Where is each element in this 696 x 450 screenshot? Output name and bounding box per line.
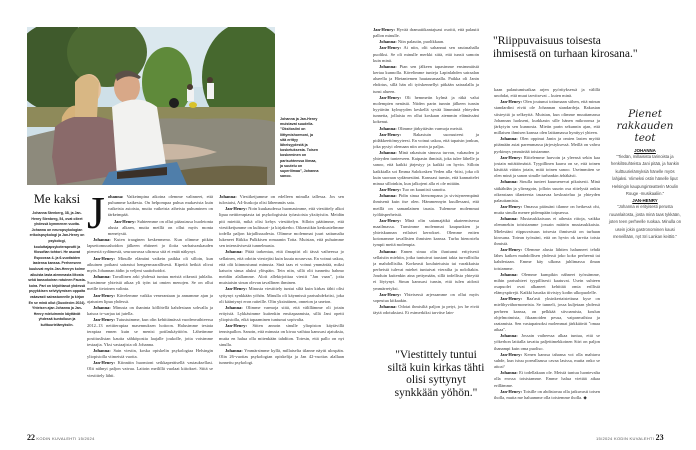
paragraph-text: Viestiketjumme on edelleen minulla tallessa. Jos sen tulostaisi, A4-liuskoja olisi lähemmäs sata. <box>219 194 344 206</box>
speaker-name: Jan-Henry: <box>500 154 522 160</box>
speaker-name: Johanna: <box>379 125 397 131</box>
interview-paragraph <box>494 389 600 401</box>
speaker-name: Johanna: <box>379 150 397 156</box>
interview-paragraph <box>87 274 213 292</box>
interview-paragraph <box>494 296 600 333</box>
interview-paragraph <box>87 237 213 255</box>
box-title-line: Pienet <box>628 108 662 120</box>
paragraph-text: Suhteemme on ollut pääasiassa huoletonta alusta alkaen, mutta meillä on ollut myös monta menetystä. <box>107 218 213 236</box>
interview-paragraph <box>494 272 600 297</box>
speaker-name: Johanna: <box>500 136 518 142</box>
magazine-issue-right: 15/2024 KODIN KUVALEHTI <box>596 436 655 441</box>
interview-paragraph <box>219 323 344 348</box>
speaker-name: ohanna: <box>107 194 124 199</box>
pull-quote-line: siltä kuin kirkas tähti <box>387 361 485 374</box>
speaker-name: Johanna: <box>379 304 397 310</box>
paragraph-text: Oli hemmetin kylmä ja räkä valui molempien nenästä. Niiden parin tunnin jälkeen tunsin hyytävän kylmyyden keskellä syvää lämmintä yhteyden tunnetta, jollaista en ollut koskaan aiemmin elämässäni kokenut. <box>373 94 479 125</box>
speaker-name: Johanna: <box>500 271 518 277</box>
interview-paragraph <box>494 87 600 99</box>
paragraph-text: Tavallinen arki yhdessä tuntuu meistä oikeasti juhlalta. Suosimme yhteistä aikaa yli työn tai omien menojen. Se on ollut meille tietoinen valinta. <box>87 274 213 292</box>
paragraph-text: Rakastuin suoruuteesi ja pidäkkeettömyyteesi. En voinut uskoa, että tapaisin jonkun, joka pystyi olemaan niin avoin ja paljas. <box>373 131 479 149</box>
box-quote-jan-henry: "Johanna ei erityisesti perusta ruuanlaitosta, josta minä taas tykkään, joten teen perheelle ruokaa. Minulla on usein jokin gastronominen kausi meneillään, nyt Sri Lankan keittiö." <box>608 204 682 240</box>
footer-left <box>27 433 95 442</box>
speaker-name: Jan-Henry: <box>379 187 401 193</box>
page-number-right: 23 <box>655 433 664 442</box>
speaker-name: Jan-Henry: <box>93 255 115 261</box>
paragraph-text: Ymmärsimme kyllä, millaiselta tilanne näytti ulospäin. Olin 26-vuotias psykologian opiskelija ja Jan 42-vuotias alallaan tunnettu psykologi. <box>219 347 344 366</box>
paragraph-text: Olen joutunut tottumaan siihen, että minun standardini eivät ole Johannan standardeja. Rakastan siisteyttä ja selkeyttä. Muistan, kun olimme muuttamassa Johannan luokseni, kurkkasin sille hänen mikroonsa ja järkytyin sen kunnosta. Mietin parin sekunnin ajan, että millaisen ihmisen kanssa olen laittamassa hynttyyt yhteen. <box>494 99 600 136</box>
speaker-name: Johanna: <box>225 347 243 353</box>
pull-quote-line: "Riippuvaisuus toisesta <box>493 35 601 47</box>
interview-paragraph <box>87 194 213 219</box>
pull-quote-top <box>493 35 693 60</box>
interview-paragraph <box>494 247 600 272</box>
paragraph-text: Pidin sinua hienompana ja sivistyneempänä ihmisenä kuin itse olen. Hämmennyin kuullessani, että meillä on samanlainen tausta. Tulemme molemmat työläisperheistä. <box>373 193 479 217</box>
interview-paragraph <box>494 333 600 351</box>
paragraph-text: Ei todellakaan ole. Meistä tuntuu luontevalta olla erossa toisistamme. Emme halua viettää aikaa erillämme. <box>494 370 600 388</box>
paragraph-text: Niin palautin, puolikkaan. <box>396 39 445 45</box>
paragraph-text: Olen oppinut Janin ja omien lasten myötä pitämään asiat paremmassa järjestyksessä. Meillä on vahva pyrkimys ymmärtää toisiamme. <box>494 136 600 154</box>
interview-paragraph <box>87 293 213 305</box>
footer-right <box>596 433 664 442</box>
interview-paragraph <box>87 219 213 237</box>
interview-paragraph <box>219 305 344 323</box>
interview-paragraph <box>494 216 600 247</box>
speaker-name: Jan-Henry: <box>113 218 136 224</box>
interview-paragraph <box>373 249 479 292</box>
pull-quote-line: "Viestittely tuntui <box>395 349 477 361</box>
interview-paragraph <box>494 136 600 154</box>
paragraph-text: Sinulla tunteet kuumenevat pikaisesti. Minä säikähdän ja ylireagoin, jolloin suurin osa riitelystä onkin oikeastaan tilanteesta tasaavaa keskustelua ja yhteyden palauttamista. <box>494 179 600 203</box>
paragraph-text: Tuo on kauniisti sanottu. <box>400 187 446 193</box>
speaker-name: Johanna: <box>93 274 111 280</box>
interview-paragraph <box>373 292 479 304</box>
interview-paragraph <box>494 370 600 388</box>
pull-quote-bottom <box>374 349 498 399</box>
speaker-name: Jan-Henry: <box>225 323 247 329</box>
speaker-name: Johanna: <box>500 179 518 185</box>
paragraph-text: Yhteisessä arjessamme on ollut myös sopeutua kitkaakin. <box>373 291 479 303</box>
magazine-issue-left: KODIN KUVALEHTI 15/2024 <box>36 436 95 441</box>
pull-quote-line: synkkään yöhön." <box>394 386 478 399</box>
article-column-1 <box>87 194 213 440</box>
sidebar-title: Me kaksi <box>33 192 81 206</box>
paragraph-text: Mustasukkaisuus ei aiheuta riitoja, vaikka olemmekin toisistamme jossain määrin mustasukkaisia. Mielestäni riippuvaisuus toisesta ihmisestä on turhaan kirosana. Totean työssäni, että on hyvin ok tarvita toista ihmistä. <box>494 216 600 246</box>
paragraph-text: Pitää tarkentaa, että ilmapiiri oli tässä vaiheessa jo sellainen, että odotin viestejäsi kuin kuuta nousevaa. En voinut uskoa, että olit kiinnostunut minusta. Sinä taas et voinut ymmärtää, miksi katsoin sinua aluksi ylöspäin. Tein niin, sillä olit tunnettu hahmo meidän alallamme. Aloit allekirjoittaa viestit "Jan vaan", jotta muistaisin sinun olevan tavallinen ihminen. <box>219 249 344 286</box>
interview-paragraph <box>87 256 213 274</box>
box-name-jan-henry: JAN-HENRY <box>632 198 658 204</box>
paragraph-text: Pian sen jälkeen tapasimme ensimmäistä kertaa kunnolla. Kävelimme tunteja Lapinlahden sairaalan alueella ja Hietaniemen hautausmaalla. Paikka oli Janin ehdotus, sillä hän oli työskennellyt pitkään sairaalalla ja tunsi alueen. <box>373 63 479 94</box>
speaker-name: Jan-Henry: <box>225 286 247 292</box>
interview-paragraph <box>373 45 479 63</box>
speaker-name: Jan-Henry: <box>379 131 401 137</box>
paragraph-text: Vaikeimpina aikoina olemme valinneet, että puhumme kaikesta. On helpompaa puhua mukavista kuin vaikeista asioista, mutta vaikeista aiheista puhuminen on tärkeimpää. <box>107 194 213 218</box>
interview-paragraph <box>219 286 344 304</box>
box-title-line: rakkauden <box>616 120 674 132</box>
paragraph-text: Kävelemme vaikka venerantaan ja annamme ajan ja ajatusten lipua yhdessä. <box>87 292 213 304</box>
article-column-2 <box>219 194 344 440</box>
article-column-3 <box>373 27 479 343</box>
speaker-name: Johanna: <box>379 248 397 254</box>
interview-paragraph <box>373 193 479 218</box>
interview-paragraph <box>494 99 600 136</box>
couple-photo <box>27 27 275 185</box>
interview-paragraph <box>494 155 600 180</box>
paragraph-text: Omassa päässäni tilanne on hetkessä ohi, mutta sinulla menee pidempään toipuessa. <box>494 203 600 216</box>
interview-paragraph <box>373 218 479 249</box>
speaker-name: Jan-Henry: <box>93 360 115 366</box>
paragraph-text: Sitten annoin sinulle yliopiston käytävillä tennispallon. Sanoin, että minusta on kivaa vaihtaa kanssasi ajatuksia, mutta en halua olla mitenkään tahditon. Totesin, että pallo on nyt sinulla. <box>219 323 344 347</box>
box-title <box>604 108 686 144</box>
speaker-name: Johanna: <box>93 347 111 353</box>
interview-paragraph <box>87 360 213 378</box>
paragraph-text: Sain viestin, koska opiskelin psykologiaa Helsingin yliopistolla viimeistä vuotta. <box>87 347 213 360</box>
speaker-name: Johanna: <box>225 249 243 255</box>
sidebar-intro: Johanna Stenberg, 38, ja Jan-Henry Stenberg, 54, ovat olleet yhdessä kymmenen vuotta. Johanna on neuropsykologian erikoispsykologi ja Jan-Henry on psykologi, kouluttajapsykoterapeutti ja filosofian tohtori. He asuvat Espoossa 4- ja 6-vuotiaiden lastensa kanssa. Perheeseen kuuluvat myös Jan-Henryn kolme aikuista lasta aiemmasta liitosta sekä bassokoiran rotuinen Fausta-koira. Pari on kirjoittanut yhdessä psyykkisen selviytymisen oppaita vakavasti sairastuneelle ja kirjan En se minä ollut (Duodecim 2024). Yhteisen ajan Johanna ja Jan-Henry mieluimmin käyttävät yhdessä kuntoiluun ja kulttuurielämyksiin. <box>28 211 86 327</box>
interview-paragraph <box>373 27 479 39</box>
paragraph-text: Olemme kumpikin nähneet työssämme, mihin parisuhteet tyypillisesti kaatuvat. Usein suhteen osapuolet ovat alkaneet kehittää omia erillisiä elämyspiirejä. Kaikki hauska tiivistyy kodin ulkopuolelle. <box>494 271 600 296</box>
paragraph-text: Minä olin satamajätkä akateemisessa maailmassa. Tunsimme molemmat kaupunkien ja yhteiskunnan erilaiset kerrokset. Olemme eniten kotonamme tavallisten ihmisten kanssa. Turha hienostelu tympii meitä molempia. <box>373 217 479 248</box>
speaker-name: Jan-Henry: <box>500 296 522 302</box>
paragraph-text: Olimme varmoja siitä, että välillämme oli jotain erityistä. Lykkäsimme kuitenkin ensitapaamista, sillä Jani opetti yliopistolla, eikä tapaaminen tuntunut sopivalta. <box>219 304 344 323</box>
speaker-name: Jan-Henry: <box>373 27 395 32</box>
box-title-line: teot <box>634 132 656 144</box>
paragraph-text: Minä rakastuin sinussa turvan, vakauden ja yhteyden tunteeseen. Kaipasin ihmistä, joka tulee lähelle ja sanoo, että kaikki järjestyy ja kaikki on hyvin. Silloin kaikkialla soi Emma Salokosken Veden alla -biisi, joka oli kuin suoraan sydämestäni. Kanssasi tunsin, että kannattelet minua silloinkin, kun jalkojeni alla ei ole mitään. <box>373 150 479 186</box>
speaker-name: Johanna: <box>219 194 237 199</box>
speaker-name: Jan-Henry: <box>379 291 401 297</box>
speaker-name: Jan-Henry: <box>379 94 401 100</box>
speaker-name: Jan-Henry: <box>500 99 522 105</box>
paragraph-text: Kuten traaginen keskenmeno. Kun olimme pitkän lapsettomuushoidon jälkeen ehtineet jo iloita varhaisraskauden pienestä sydämestä, seuraavassa ultrassa sitä ei enää näkynyt. <box>87 237 213 255</box>
speaker-name: Johanna: <box>93 237 111 243</box>
pull-quote-line: olisi syttynyt <box>406 374 466 386</box>
paragraph-text: Odotat ihmisiltä paljon ja petyt, jos he eivät täytä odotuksiasi. Et esimerkiksi tarvitse lain- <box>373 304 479 316</box>
paragraph-text: Riitelemme harvoin ja yleensä sekin kaa jostain mitättömästä. Tyypillinen kaava on se, että toinen käsittää väärin jotain, mitä toinen sanoo. Useimmiten se olen minä ja sanon sinulle turhankin ärhäkästi. <box>494 154 600 179</box>
paragraph-text: Toisille on ahdistavaa olla jatkuvasti toisen iholla, mutta me haluamme olla toistemme iholla. ◆ <box>494 388 600 400</box>
speaker-name: Jan-Henry: <box>500 388 522 394</box>
interview-paragraph <box>373 95 479 126</box>
paragraph-text: Noin kuukaudessa huomasimme, että viestittely alkoi lipua nettiterapiasta tai psykologisista työasioista yksityisiin. Meidän piti miettiä, mikä olisi kehys viestittelyn. Silloin päätimme, että viestiketjumme on kulttuuri- ja kirjakerho. Oikeastikin keskustelimme todella paljon kirjallisuudesta. Olimme molemmat juuri sattumalta lukeneet Riikka Pulkkisen romaanin Totta. Muistan, että puhuimme sen intensiivisestä tunnelmasta. <box>219 206 344 249</box>
paragraph-text: Ai niin, olit sahannut sen rautasahalla puoliksi. Se oli minulle merkki siitä, että tunsit samoin kuin minä. <box>373 45 479 63</box>
speaker-name: Johanna: <box>225 304 243 310</box>
paragraph-text: Olimme järkyttävän varmoja meistä. <box>396 125 463 131</box>
paragraph-text: Kiinnitin huomioni seikkaperäisellä vastauksellasi. Olit nähnyt paljon vaivaa. Laitoin meilillä vuolaat kiitokset. Siitä se viestittely lähti. <box>87 360 213 378</box>
paragraph-text: Minusta on ihaninta köllötellä kahdestaan sohvalla ja katsoa tv-sarjaa tai jutella. <box>87 304 213 316</box>
interview-paragraph <box>494 352 600 370</box>
photo-caption: Johanna ja Jan-Henry muistavat suudella. "Oksitosiini on liittymishormoni, ja sitä erittyy läheisyydestä ja kosketuksesta. Toisen koskeminen on parisuhteessa liimaa, ja suutelu on superliimaa", Johanna sanoo. <box>280 117 319 179</box>
interview-paragraph <box>373 132 479 150</box>
speaker-name: Jan-Henry: <box>500 247 522 253</box>
paragraph-text: Hyvää dramatiikantajuasi osoitti, että palautit pallon minulle. <box>373 27 479 39</box>
small-acts-of-love-box <box>604 108 686 240</box>
speaker-name: Jan-Henry: <box>500 203 522 209</box>
paragraph-text: Minulle elämäni vaikein paikka oli silloin, kun aikuinen poikani sairastui hengenvaarallisesti. Kipeitä hetkiä olivat myös Johannan äidin ja veljeni saattohoidot. <box>87 255 213 273</box>
pull-quote-line: ihmisestä on turhaan kirosana." <box>493 47 638 60</box>
interview-paragraph <box>219 249 344 286</box>
page-number-left: 22 <box>27 433 35 442</box>
interview-paragraph <box>373 304 479 316</box>
speaker-name: Johanna: <box>379 39 397 45</box>
paragraph-text: Raa'asti yksinkertaistettuna kyse on mielihyvähormoneista. Se tunneli, jossa kuljetaan yhdessä perheen kanssa, on pelkkää siivoamista, koulun ohjelmoimista, fikaanoiden pesua, vaipanvaihtoa ja raatamista. Sen vastapainoksi molemmat järkkäävät "omaa aikaa". <box>494 296 600 333</box>
interview-paragraph <box>219 194 344 206</box>
speaker-name: Jan-Henry: <box>225 206 247 212</box>
interview-paragraph <box>494 179 600 204</box>
speaker-name: Jan-Henry: <box>93 317 115 323</box>
speaker-name: Jan-Henry: <box>379 217 401 223</box>
interview-paragraph <box>87 317 213 348</box>
speaker-name: Johanna: <box>379 193 397 199</box>
speaker-name: Jan-Henry: <box>500 351 522 357</box>
paragraph-text: Kenen kanssa tahansa voi olla mahtava suhde, kun istuu poreallaassa cavaa lasissa, mutta onko se aitoa? <box>494 351 600 370</box>
speaker-name: Jan-Henry: <box>379 45 401 51</box>
interview-paragraph <box>87 348 213 360</box>
speaker-name: Johanna: <box>379 63 397 69</box>
paragraph-text: Tutustuimme, kun olin kehittämässä vuodenvaihteessa 2012–13 nettiterapiaa masennuksen hoitoon. Halusimme testata terapiaa ennen kuin se menisi potilaskäyttöön. Lähetimme postituslistan kautta sähköpostia laajalle joukolle, jotta voisimme testaajia. Yksi vastaajista oli Johanna. <box>87 317 213 347</box>
interview-paragraph <box>373 150 479 187</box>
interview-paragraph <box>219 206 344 249</box>
interview-paragraph <box>373 64 479 95</box>
speaker-name: Johanna: <box>93 304 111 310</box>
paragraph-text: Jossain vaiheessa alkaa tuntua, että se yökerhon lattialla tavattu paljettimekkoinen Siiri on paljon ihanampi kuin oma puoliso. <box>494 333 600 351</box>
paragraph-text: Olemme alusta lähtien halunneet tehdä lähes kaiken mahdollisen yhdessä joko koko perheenä tai kahdestaan. Emme käy ulkona juhlimassa ilman toisiamme. <box>494 247 600 271</box>
article-column-4 <box>494 87 600 413</box>
speaker-name: Johanna: <box>500 333 518 339</box>
speaker-name: Johanna: <box>500 370 518 376</box>
paragraph-text: Ennen sinua olin ihastunut erityisesti sellaisiin miehiin, jotka tuntuivat taustani takia turvallisilta ja mahdollisilta. Korkeasti koulutetuista tai varakkaista perheistä tulevat miehet tuntuivat vierailta ja nololtakin. Jouduin kuitenkin aina pettymään, sillä todellista yhteyttä ei löytynyt. Sinun kanssasi tunsin, että tulen aidosti ymmärretyksi. <box>373 248 479 291</box>
interview-paragraph <box>219 348 344 366</box>
paragraph-text: Minusta viestittely tuntui siltä kuin kirkas tähti olisi syttynyt synkkään yöhön. Minulla oli käynnissä parisuhdekriisi, joka oli kääntynyt eron raiteille. Olin yksinäinen, onneton ja uneton. <box>219 286 344 304</box>
drop-cap: J <box>87 194 105 238</box>
interview-paragraph <box>494 204 600 216</box>
box-name-johanna: JOHANNA <box>634 148 656 153</box>
box-quote-johanna: "Tiedän, millaisista tarinoista ja henkilösuhteista Jani pitää, ja hankin kulttuurielämyksiä hänelle myös lahjaksi. Viimeksi ostin hänelle liput Helsingin kaupunginteatterin Moulin Rouge -musikaaliin." <box>610 154 680 197</box>
speaker-name: Johanna: <box>500 216 518 222</box>
speaker-name: Jan-Henry: <box>93 292 115 298</box>
couple-kissing-image <box>27 27 275 185</box>
interview-paragraph <box>87 305 213 317</box>
paragraph-text: kaan palautumisaikaa arjen pyörityksessä ja välillä unohdat, että muut tarvitsevat – kuten minä. <box>494 87 600 99</box>
